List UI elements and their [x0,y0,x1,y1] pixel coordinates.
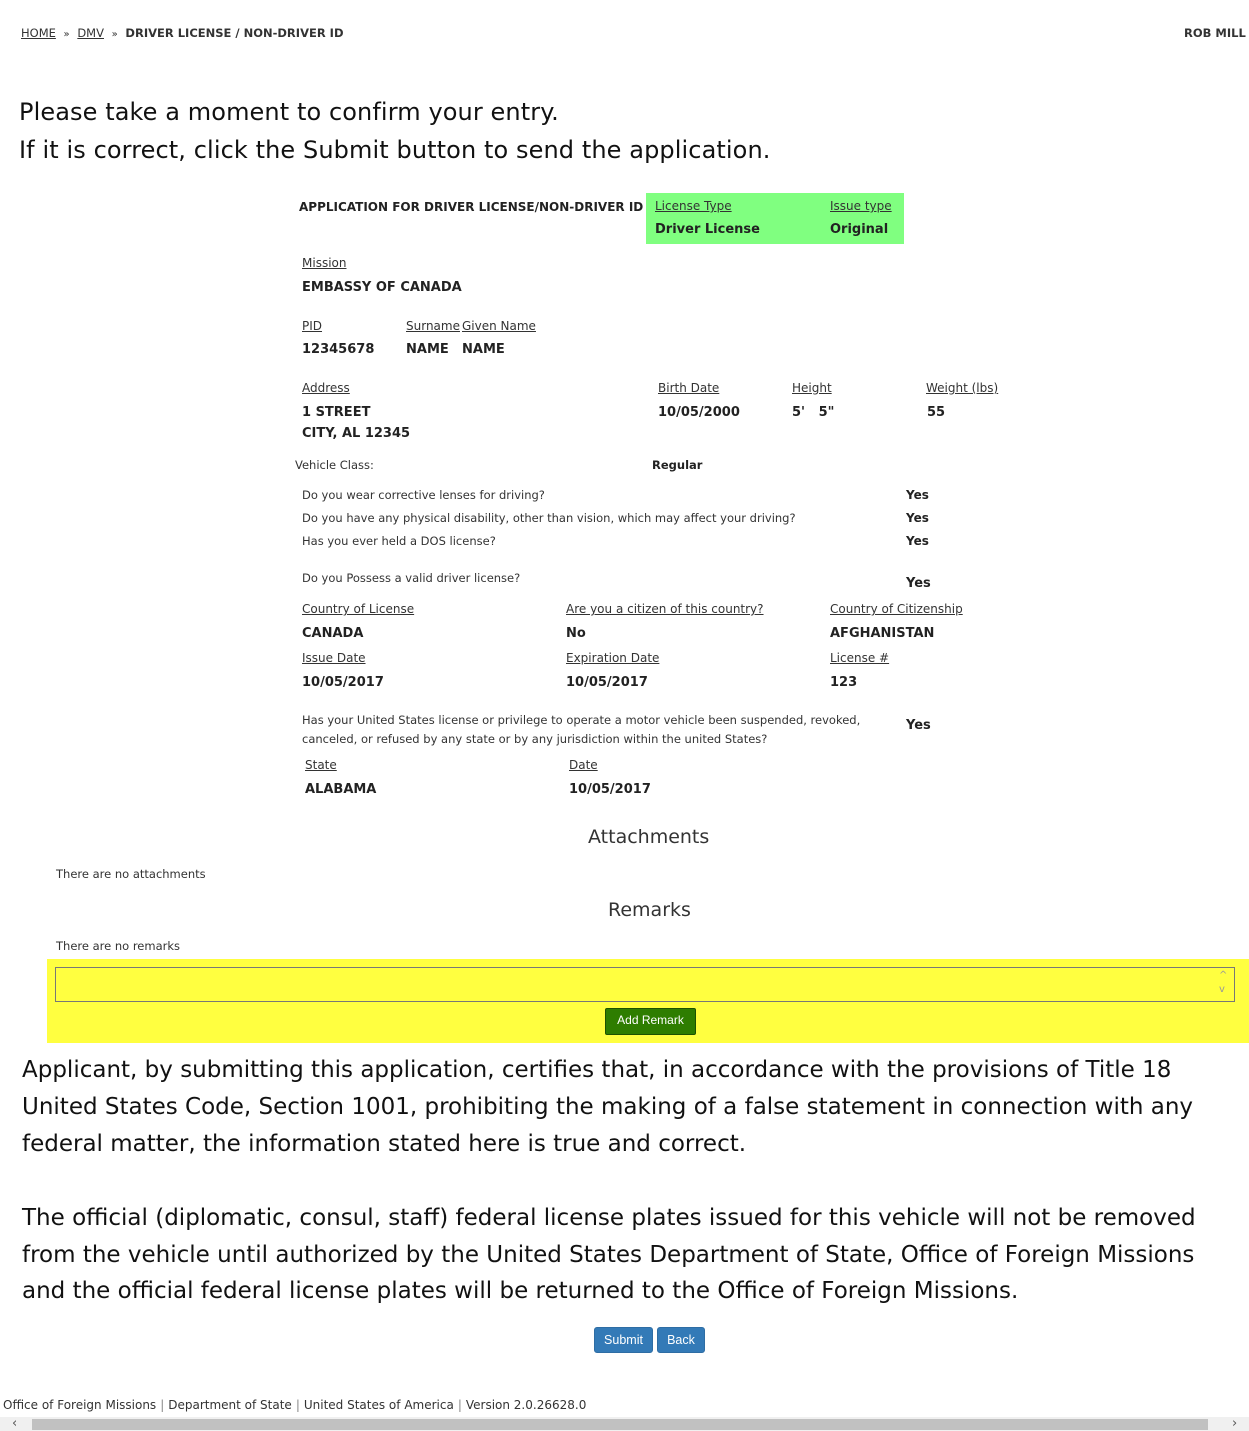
issue-type-value: Original [830,222,889,237]
question-valid-license: Do you Possess a valid driver license? [302,571,521,585]
remark-textarea[interactable] [55,967,1235,1002]
state-value: ALABAMA [305,782,377,797]
question-suspended-line1: Has your United States license or privilege to operate a motor vehicle been suspended, revoked, [302,713,861,727]
country-of-license-value: CANADA [302,626,364,641]
expiration-date-label: Expiration Date [566,651,660,665]
footer-version: Version 2.0.26628.0 [465,1398,587,1412]
add-remark-button[interactable]: Add Remark [605,1008,696,1035]
form-title: APPLICATION FOR DRIVER LICENSE/NON-DRIVER ID [299,200,644,214]
breadcrumb [21,26,344,40]
textarea-scroll-arrows-icon[interactable]: ^ v [1219,970,1228,995]
citizen-question-label: Are you a citizen of this country? [566,602,764,616]
plates-notice-line1: The official (diplomatic, consul, staff) federal license plates issued for this vehicle will not be removed [22,1205,1196,1231]
remarks-empty-text: There are no remarks [56,939,181,953]
answer-valid-license: Yes [906,576,931,591]
expiration-date-value: 10/05/2017 [566,675,648,690]
attachments-empty-text: There are no attachments [56,867,206,881]
scroll-left-icon[interactable]: ‹ [12,1416,18,1431]
footer-org: Office of Foreign Missions [3,1398,157,1412]
footer-country: United States of America [303,1398,454,1412]
license-number-label: License # [830,651,890,665]
submit-button[interactable]: Submit [594,1327,653,1353]
question-disability: Do you have any physical disability, other than vision, which may affect your driving? [302,511,796,525]
address-line2: CITY, AL 12345 [302,426,411,441]
state-label: State [305,758,337,772]
surname-value: NAME [406,342,449,357]
address-line1: 1 STREET [302,405,371,420]
height-value: 5' 5" [792,405,835,420]
pid-value: 12345678 [302,342,375,357]
issue-date-label: Issue Date [302,651,366,665]
breadcrumb-dmv-link[interactable]: DMV [77,26,104,40]
breadcrumb-separator: » [111,29,118,40]
date-label: Date [569,758,598,772]
issue-type-label: Issue type [830,199,892,213]
mission-label: Mission [302,256,347,270]
back-button[interactable]: Back [657,1327,705,1353]
breadcrumb-separator: » [63,29,70,40]
breadcrumb-home-link[interactable]: HOME [21,26,56,40]
country-of-license-label: Country of License [302,602,415,616]
birth-date-label: Birth Date [658,381,720,395]
given-name-value: NAME [462,342,505,357]
plates-notice-line2: from the vehicle until authorized by the United States Department of State, Office of Foreign Missions [22,1242,1195,1268]
answer-suspended: Yes [906,718,931,733]
address-label: Address [302,381,350,395]
footer-dept: Department of State [168,1398,292,1412]
answer-dos-license: Yes [906,534,929,548]
question-dos-license: Has you ever held a DOS license? [302,534,496,548]
weight-label: Weight (lbs) [926,381,999,395]
license-type-value: Driver License [655,222,760,237]
birth-date-value: 10/05/2000 [658,405,740,420]
breadcrumb-current: DRIVER LICENSE / NON-DRIVER ID [125,26,344,40]
country-of-citizenship-label: Country of Citizenship [830,602,963,616]
confirm-heading-line2: If it is correct, click the Submit button to send the application. [19,136,771,164]
mission-value: EMBASSY OF CANADA [302,280,462,295]
remarks-title: Remarks [608,899,691,921]
date-value: 10/05/2017 [569,782,651,797]
pid-label: PID [302,319,323,333]
given-name-label: Given Name [462,319,536,333]
scroll-right-icon[interactable]: › [1232,1416,1238,1431]
country-of-citizenship-value: AFGHANISTAN [830,626,935,641]
certification-line3: federal matter, the information stated here is true and correct. [22,1131,747,1157]
certification-line2: United States Code, Section 1001, prohibiting the making of a false statement in connection with any [22,1094,1194,1120]
scrollbar-thumb[interactable] [32,1419,1208,1430]
vehicle-class-value: Regular [652,458,703,472]
license-type-label: License Type [655,199,732,213]
footer: Office of Foreign Missions | Department of State | United States of America | Version 2.0.26628.0 [3,1398,587,1412]
user-name[interactable]: ROB MILL [1184,26,1246,40]
attachments-title: Attachments [588,826,710,848]
answer-disability: Yes [906,511,929,525]
vehicle-class-label: Vehicle Class: [295,458,374,472]
confirm-heading-line1: Please take a moment to confirm your entry. [19,98,559,126]
license-number-value: 123 [830,675,858,690]
certification-line1: Applicant, by submitting this application, certifies that, in accordance with the provisions of Title 18 [22,1057,1172,1083]
weight-value: 55 [927,405,946,420]
question-lenses: Do you wear corrective lenses for driving? [302,488,545,502]
issue-date-value: 10/05/2017 [302,675,384,690]
answer-lenses: Yes [906,488,929,502]
horizontal-scrollbar[interactable] [0,1417,1249,1431]
question-suspended-line2: canceled, or refused by any state or by any jurisdiction within the united States? [302,732,768,746]
surname-label: Surname [406,319,460,333]
citizen-answer-value: No [566,626,586,641]
plates-notice-line3: and the official federal license plates will be returned to the Office of Foreign Missions. [22,1278,1019,1304]
height-label: Height [792,381,832,395]
